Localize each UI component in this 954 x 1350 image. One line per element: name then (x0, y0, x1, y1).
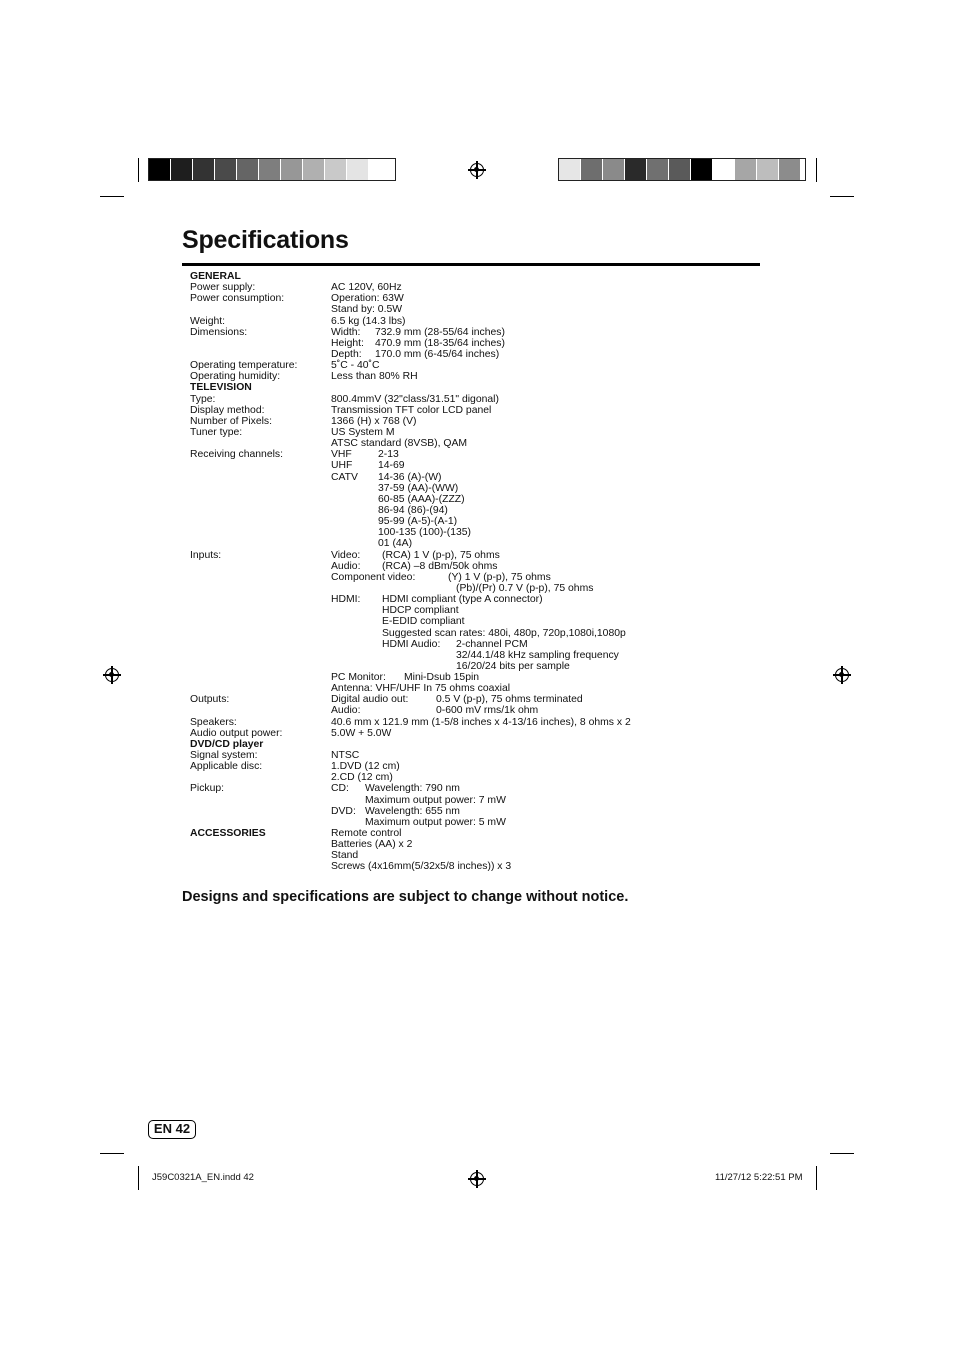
color-swatch (171, 159, 193, 180)
registration-mark-icon (105, 668, 119, 682)
color-swatch (691, 159, 713, 180)
spec-value: 170.0 mm (6-45/64 inches) (375, 348, 500, 360)
spec-value: 100-135 (100)-(135) (378, 527, 471, 539)
color-swatch (713, 159, 735, 180)
spec-label: Operating humidity: (190, 371, 281, 383)
spec-value: 32/44.1/48 kHz sampling frequency (456, 649, 619, 661)
spec-section-heading: ACCESSORIES (190, 828, 266, 840)
color-swatch (193, 159, 215, 180)
color-swatch (669, 159, 691, 180)
crop-mark (138, 158, 139, 182)
spec-value: Height: (331, 337, 364, 349)
spec-value: 40.6 mm x 121.9 mm (1-5/8 inches x 4-13/16 inches), 8 ohms x 2 (331, 716, 631, 728)
color-swatch (347, 159, 369, 180)
spec-value: NTSC (331, 750, 360, 762)
spec-value: HDCP compliant (382, 605, 459, 617)
spec-value: Audio: (331, 560, 361, 572)
spec-value: UHF (331, 460, 353, 472)
spec-value: 732.9 mm (28-55/64 inches) (375, 326, 505, 338)
spec-value: Screws (4x16mm(5/32x5/8 inches)) x 3 (331, 861, 512, 873)
spec-value: E-EDID compliant (382, 616, 465, 628)
spec-label: Signal system: (190, 750, 258, 762)
color-swatch (647, 159, 669, 180)
spec-label: Power consumption: (190, 293, 285, 305)
crop-mark (100, 196, 124, 197)
color-swatch (259, 159, 281, 180)
spec-label: Dimensions: (190, 326, 248, 338)
color-bar-left (148, 158, 396, 181)
spec-value: Audio: (331, 705, 361, 717)
color-swatch (215, 159, 237, 180)
spec-value: 37-59 (AA)-(WW) (378, 482, 459, 494)
spec-value: ATSC standard (8VSB), QAM (331, 438, 468, 450)
registration-mark-icon (470, 163, 484, 177)
spec-value: 0.5 V (p-p), 75 ohms terminated (436, 694, 583, 706)
spec-value: (Pb)/(Pr) 0.7 V (p-p), 75 ohms (456, 582, 594, 594)
color-swatch (325, 159, 347, 180)
spec-value: (Y) 1 V (p-p), 75 ohms (448, 571, 551, 583)
crop-mark (816, 158, 817, 182)
spec-value: 0-600 mV rms/1k ohm (436, 705, 539, 717)
spec-label: Tuner type: (190, 426, 243, 438)
crop-mark (830, 1153, 854, 1154)
spec-label: Applicable disc: (190, 761, 263, 773)
footer-file-name: J59C0321A_EN.indd 42 (152, 1172, 254, 1183)
color-swatch (735, 159, 757, 180)
spec-label: Speakers: (190, 716, 237, 728)
spec-value: PC Monitor: (331, 672, 386, 684)
color-swatch (237, 159, 259, 180)
color-swatch (757, 159, 779, 180)
spec-value: Maximum output power: 5 mW (365, 816, 506, 828)
spec-value: Wavelength: 790 nm (365, 783, 460, 795)
spec-value: (RCA) –8 dBm/50k ohms (382, 560, 498, 572)
page-title: Specifications (182, 226, 349, 254)
page-number-badge: EN 42 (148, 1120, 196, 1139)
footer-date: 11/27/12 5:22:51 PM (715, 1172, 803, 1183)
color-swatch (281, 159, 303, 180)
color-swatch (581, 159, 603, 180)
crop-mark (100, 1153, 124, 1154)
spec-value: 5˚C - 40˚C (331, 360, 380, 372)
spec-value: Batteries (AA) x 2 (331, 839, 413, 851)
spec-value: DVD: (331, 805, 356, 817)
spec-label: Receiving channels: (190, 449, 283, 461)
spec-value: Depth: (331, 348, 362, 360)
spec-value: Less than 80% RH (331, 371, 418, 383)
spec-value: CD: (331, 783, 349, 795)
spec-value: Digital audio out: (331, 694, 409, 706)
spec-label: Weight: (190, 315, 226, 327)
spec-label: Display method: (190, 404, 265, 416)
color-swatch (303, 159, 325, 180)
spec-value: HDMI: (331, 594, 361, 606)
color-swatch (779, 159, 801, 180)
spec-label: Type: (190, 393, 216, 405)
spec-value: AC 120V, 60Hz (331, 282, 402, 294)
registration-mark-icon (470, 1172, 484, 1186)
spec-value: 470.9 mm (18-35/64 inches) (375, 337, 505, 349)
spec-value: 14-36 (A)-(W) (378, 471, 442, 483)
spec-value: 2-13 (378, 449, 399, 461)
spec-label: Number of Pixels: (190, 415, 272, 427)
spec-value: CATV (331, 471, 358, 483)
spec-value: Suggested scan rates: 480i, 480p, 720p,1080i,1080p (382, 627, 626, 639)
color-swatch (559, 159, 581, 180)
spec-value: 800.4mmV (32"class/31.51" digonal) (331, 393, 499, 405)
spec-value: 14-69 (378, 460, 405, 472)
spec-value: Stand (331, 850, 359, 862)
spec-value: US System M (331, 426, 395, 438)
spec-label: Inputs: (190, 549, 222, 561)
crop-mark (138, 1166, 139, 1190)
spec-section-heading: GENERAL (190, 271, 241, 282)
color-swatch (369, 159, 391, 180)
spec-value: Antenna: VHF/UHF In 75 ohms coaxial (331, 683, 511, 695)
crop-mark (816, 1166, 817, 1190)
spec-value: Maximum output power: 7 mW (365, 794, 506, 806)
spec-label: Pickup: (190, 783, 225, 795)
spec-value: HDMI compliant (type A connector) (382, 594, 543, 606)
spec-value: 2.CD (12 cm) (331, 772, 393, 784)
spec-value: 2-channel PCM (456, 638, 528, 650)
spec-value: 6.5 kg (14.3 lbs) (331, 315, 406, 327)
spec-label: Audio output power: (190, 727, 283, 739)
spec-value: 60-85 (AAA)-(ZZZ) (378, 493, 465, 505)
spec-value: (RCA) 1 V (p-p), 75 ohms (382, 549, 500, 561)
spec-value: 01 (4A) (378, 538, 413, 550)
spec-value: Remote control (331, 828, 402, 840)
registration-mark-icon (835, 668, 849, 682)
spec-value: VHF (331, 449, 352, 461)
color-swatch (625, 159, 647, 180)
crop-mark (830, 196, 854, 197)
spec-value: 1366 (H) x 768 (V) (331, 415, 417, 427)
spec-section-heading: DVD/CD player (190, 738, 264, 750)
spec-value: Transmission TFT color LCD panel (331, 404, 492, 416)
spec-label: Outputs: (190, 694, 230, 706)
spec-value: 95-99 (A-5)-(A-1) (378, 516, 458, 528)
spec-value: Operation: 63W (331, 293, 404, 305)
notice-text: Designs and specifications are subject to change without notice. (182, 889, 629, 905)
spec-value: Wavelength: 655 nm (365, 805, 460, 817)
color-bar-right (558, 158, 806, 181)
spec-value: HDMI Audio: (382, 638, 441, 650)
spec-value: Width: (331, 326, 361, 338)
title-rule (182, 263, 760, 266)
spec-label: Operating temperature: (190, 360, 298, 372)
spec-value: 16/20/24 bits per sample (456, 660, 570, 672)
color-swatch (603, 159, 625, 180)
color-swatch (149, 159, 171, 180)
spec-value: Video: (331, 549, 361, 561)
spec-value: Mini-Dsub 15pin (404, 672, 480, 684)
spec-section-heading: TELEVISION (190, 382, 252, 394)
spec-value: 86-94 (86)-(94) (378, 504, 448, 516)
spec-value: 1.DVD (12 cm) (331, 761, 400, 773)
spec-value: Stand by: 0.5W (331, 304, 403, 316)
spec-label: Power supply: (190, 282, 256, 294)
spec-value: 5.0W + 5.0W (331, 727, 392, 739)
spec-value: Component video: (331, 571, 416, 583)
